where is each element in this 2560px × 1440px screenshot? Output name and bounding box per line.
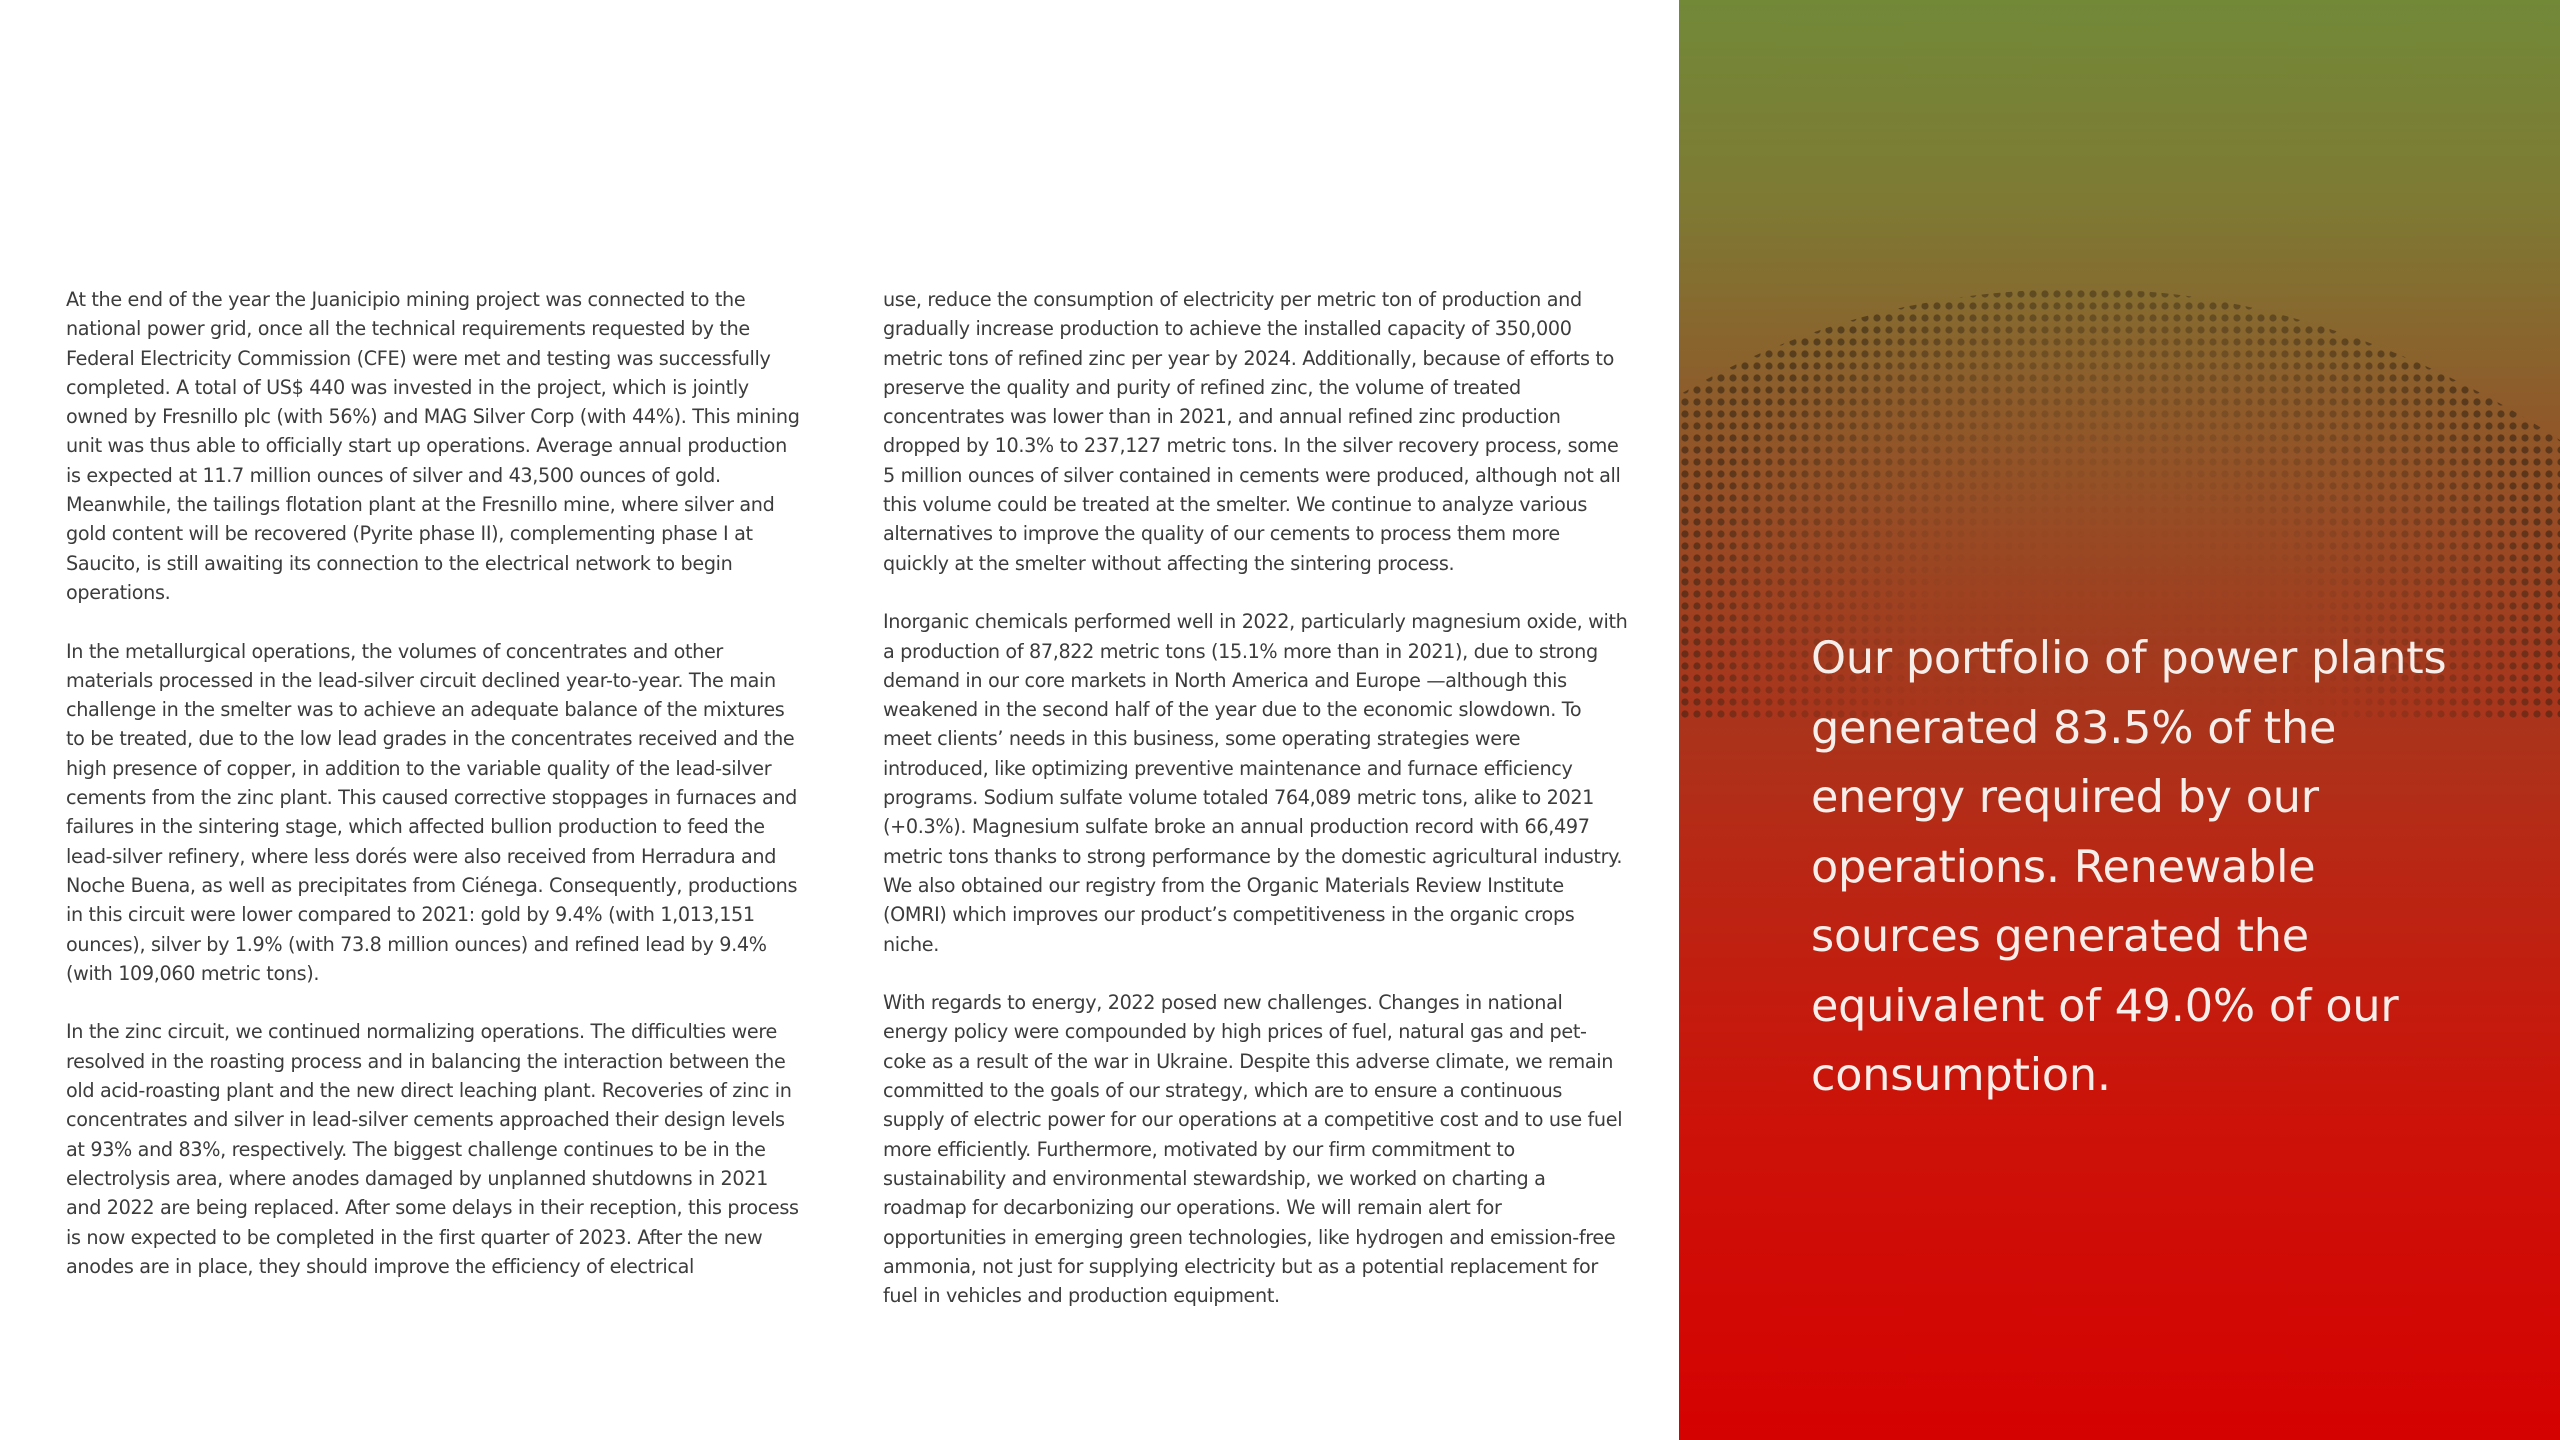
paragraph-energy: With regards to energy, 2022 posed new challenges. Changes in national energy policy were compounded by high prices of fuel, natural gas and pet-coke as a result of the war in Ukraine. Despite this adverse climate, we remain committed to the goals of our strategy, which are to ensure a continuous supply of electric power for our operations at a competitive cost and to use fuel more efficiently. Furthermore, motivated by our firm commitment to sustainability and environmental stewardship, we worked on charting a roadmap for decarbonizing our operations. We will remain alert for opportunities in emerging green technologies, like hydrogen and emission-free ammonia, not just for supplying electricity but as a potential replacement for fuel in vehicles and production equipment. bbox=[883, 991, 1623, 1308]
paragraph-inorganic-chemicals: Inorganic chemicals performed well in 2022, particularly magnesium oxide, with a production of 87,822 metric tons (15.1% more than in 2021), due to strong demand in our core markets in North America and Europe —although this weakened in the second half of the year due to the economic slowdown. To meet clients’ needs in this business, some operating strategies were introduced, like optimizing preventive maintenance and furnace efficiency programs. Sodium sulfate volume totaled 764,089 metric tons, alike to 2021 (+0.3%). Magnesium sulfate broke an annual production record with 66,497 metric tons thanks to strong performance by the domestic agricultural industry. We also obtained our registry from the Organic Materials Review Institute (OMRI) which improves our product’s competitiveness in the organic crops niche. bbox=[883, 610, 1628, 956]
text-column-right bbox=[883, 285, 1628, 1310]
text-column-left bbox=[66, 285, 806, 1281]
paragraph-juanicipio: At the end of the year the Juanicipio mining project was connected to the national power grid, once all the technical requirements requested by the Federal Electricity Commission (CFE) were met and testing was successfully completed. A total of US$ 440 was invested in the project, which is jointly owned by Fresnillo plc (with 56%) and MAG Silver Corp (with 44%). This mining unit was thus able to officially start up operations. Average annual production is expected at 11.7 million ounces of silver and 43,500 ounces of gold. Meanwhile, the tailings flotation plant at the Fresnillo mine, where silver and gold content will be recovered (Pyrite phase II), complementing phase I at Saucito, is still awaiting its connection to the electrical network to begin operations. bbox=[66, 288, 800, 604]
paragraph-zinc-production: use, reduce the consumption of electricity per metric ton of production and gradually increase production to achieve the installed capacity of 350,000 metric tons of refined zinc per year by 2024. Additionally, because of efforts to preserve the quality and purity of refined zinc, the volume of treated concentrates was lower than in 2021, and annual refined zinc production dropped by 10.3% to 237,127 metric tons. In the silver recovery process, some 5 million ounces of silver contained in cements were produced, although not all this volume could be treated at the smelter. We continue to analyze various alternatives to improve the quality of our cements to process them more quickly at the smelter without affecting the sintering process. bbox=[883, 288, 1621, 575]
highlight-panel bbox=[1679, 0, 2560, 1440]
halftone-arc-pattern bbox=[1679, 0, 2560, 720]
paragraph-zinc-circuit: In the zinc circuit, we continued normalizing operations. The difficulties were resolved in the roasting process and in balancing the interaction between the old acid-roasting plant and the new direct leaching plant. Recoveries of zinc in concentrates and silver in lead-silver cements approached their design levels at 93% and 83%, respectively. The biggest challenge continues to be in the electrolysis area, where anodes damaged by unplanned shutdowns in 2021 and 2022 are being replaced. After some delays in their reception, this process is now expected to be completed in the first quarter of 2023. After the new anodes are in place, they should improve the efficiency of electrical bbox=[66, 1020, 799, 1278]
highlight-quote: Our portfolio of power plants generated 83.5% of the energy required by our operations. Renewable sources generated the equivalent of 49.0% of our consumption. bbox=[1811, 633, 2447, 1101]
paragraph-metallurgical: In the metallurgical operations, the volumes of concentrates and other materials processed in the lead-silver circuit declined year-to-year. The main challenge in the smelter was to achieve an adequate balance of the mixtures to be treated, due to the low lead grades in the concentrates received and the high presence of copper, in addition to the variable quality of the lead-silver cements from the zinc plant. This caused corrective stoppages in furnaces and failures in the sintering stage, which affected bullion production to feed the lead-silver refinery, where less dorés were also received from Herradura and Noche Buena, as well as precipitates from Ciénega. Consequently, productions in this circuit were lower compared to 2021: gold by 9.4% (with 1,013,151 ounces), silver by 1.9% (with 73.8 million ounces) and refined lead by 9.4% (with 109,060 metric tons). bbox=[66, 639, 798, 985]
